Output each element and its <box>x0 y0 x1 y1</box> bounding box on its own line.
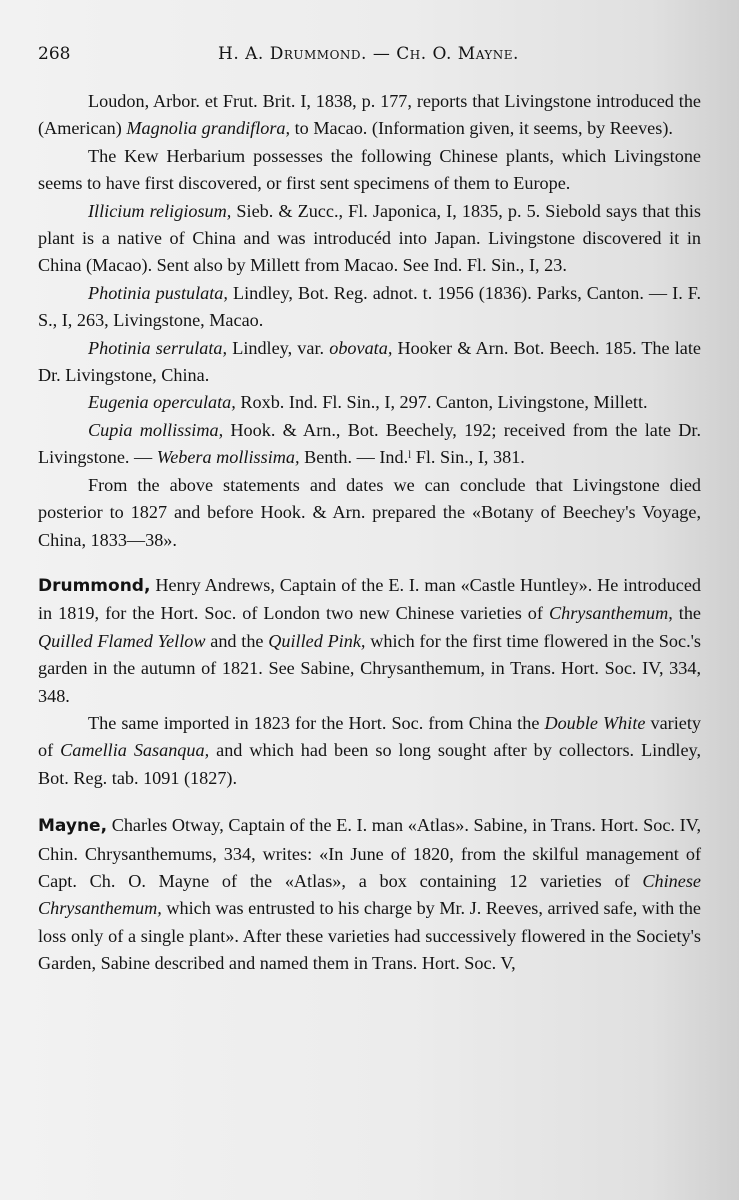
text-run: and the <box>205 630 269 651</box>
text-run: Henry Andrews, Captain of the E. I. man «Castle Huntley». He introduced in 1819, for the Hort. Soc. of London two new Chinese varieties of <box>38 574 701 624</box>
text-run: variety of <box>38 712 702 761</box>
italic-term: Eugenia operculata, <box>88 392 236 413</box>
italic-term: Double White <box>544 712 646 733</box>
text-run: to Macao. (Information given, it seems, by Reeves). <box>290 118 673 139</box>
italic-term: Photinia serrulata, <box>88 337 228 358</box>
paragraph-drummond <box>38 572 701 710</box>
paragraph-drummond-2 <box>38 710 701 792</box>
text-run: the <box>672 603 701 624</box>
italic-term: Quilled Pink, <box>268 630 366 651</box>
italic-term: Chinese Chrysanthemum, <box>38 870 701 919</box>
text-run: Lindley, Bot. Reg. adnot. t. 1956 (1836). Parks, Canton. — I. F. S., I, 263, Livingstone, Macao. <box>38 282 701 331</box>
text-run: Roxb. Ind. Fl. Sin., I, 297. Canton, Livingstone, Millett. <box>235 392 648 413</box>
body-text <box>38 88 701 978</box>
text-run: From the above statements and dates we can conclude that Livingstone died posterior to 1827 and before Hook. & Arn. prepared the «Botany of Beechey's Voyage, China, 1833—38». <box>38 474 701 550</box>
paragraph-loudon <box>38 88 701 143</box>
text-run: Lindley, var. <box>227 337 330 358</box>
text-run: and which had been so long sought after by collectors. Lindley, Bot. Reg. tab. 1091 (1827). <box>38 740 702 788</box>
paragraph-conclusion <box>38 472 701 554</box>
entry-headword: Mayne, <box>38 816 108 837</box>
running-head: H. A. Drummond. — Ch. O. Mayne. <box>218 44 519 64</box>
entry-headword: Drummond, <box>38 575 151 596</box>
entry-gap <box>38 792 701 812</box>
italic-term: Magnolia grandiflora, <box>126 118 291 139</box>
text-run: Sieb. & Zucc., Fl. Japonica, I, 1835, p. 5. Siebold says that this plant is a native of China and was introducéd into Japan. Livingstone discovered it in China (Macao). Sent also by Millett from Macao. See Ind. Fl. Sin., I, 23. <box>38 200 701 276</box>
text-run: The Kew Herbarium possesses the following Chinese plants, which Livingstone seems to have first discovered, or first sent specimens of them to Europe. <box>38 145 701 194</box>
page-header <box>38 44 699 70</box>
text-run: Loudon, Arbor. et Frut. Brit. I, 1838, p. 177, reports that Livingstone introduced the (American) <box>38 91 701 139</box>
paragraph-illicium <box>38 198 701 280</box>
text-run: The same imported in 1823 for the Hort. Soc. from China the <box>88 712 545 733</box>
paragraph-photinia-pustulata <box>38 280 701 335</box>
italic-term: Quilled Flamed Yellow <box>38 630 206 651</box>
text-run: which for the first time flowered in the Soc.'s garden in the autumn of 1821. See Sabine, Chrysanthemum, in Trans. Hort. Soc. IV, 334, 348. <box>38 630 701 706</box>
italic-term: Illicium religiosum, <box>88 200 232 221</box>
italic-term: Chrysanthemum, <box>548 603 673 624</box>
italic-term: Photinia pustulata, <box>88 282 228 303</box>
paragraph-cupia <box>38 417 701 472</box>
text-run: Benth. — Ind.ˡ Fl. Sin., I, 381. <box>299 447 525 468</box>
italic-term: Cupia mollissima, <box>88 419 224 440</box>
italic-term: Webera mollissima, <box>156 447 300 468</box>
paragraph-kew <box>38 143 701 198</box>
text-run: Charles Otway, Captain of the E. I. man «Atlas». Sabine, in Trans. Hort. Soc. IV, Chin. Chrysanthemums, 334, writes: «In June of 1820, from the skilful management of Capt. Ch. O. Mayne of the «Atlas», a box containing 12 varieties of <box>38 815 701 891</box>
paragraph-photinia-serrulata <box>38 335 701 390</box>
italic-term: obovata, <box>329 337 393 358</box>
text-run: which was entrusted to his charge by Mr. J. Reeves, arrived safe, with the loss only of a single plant». After these varieties had successively flowered in the Society's Garden, Sabine described and named them in Trans. Hort. Soc. V, <box>38 898 701 974</box>
entry-gap <box>38 554 701 572</box>
paragraph-mayne <box>38 812 701 977</box>
text-run: Hooker & Arn. Bot. Beech. 185. The late Dr. Livingstone, China. <box>38 337 702 386</box>
text-run: Hook. & Arn., Bot. Beechely, 192; received from the late Dr. Livingstone. — <box>38 419 701 468</box>
paragraph-eugenia <box>38 389 701 416</box>
page-number: 268 <box>38 44 71 64</box>
italic-term: Camellia Sasanqua, <box>60 740 210 761</box>
